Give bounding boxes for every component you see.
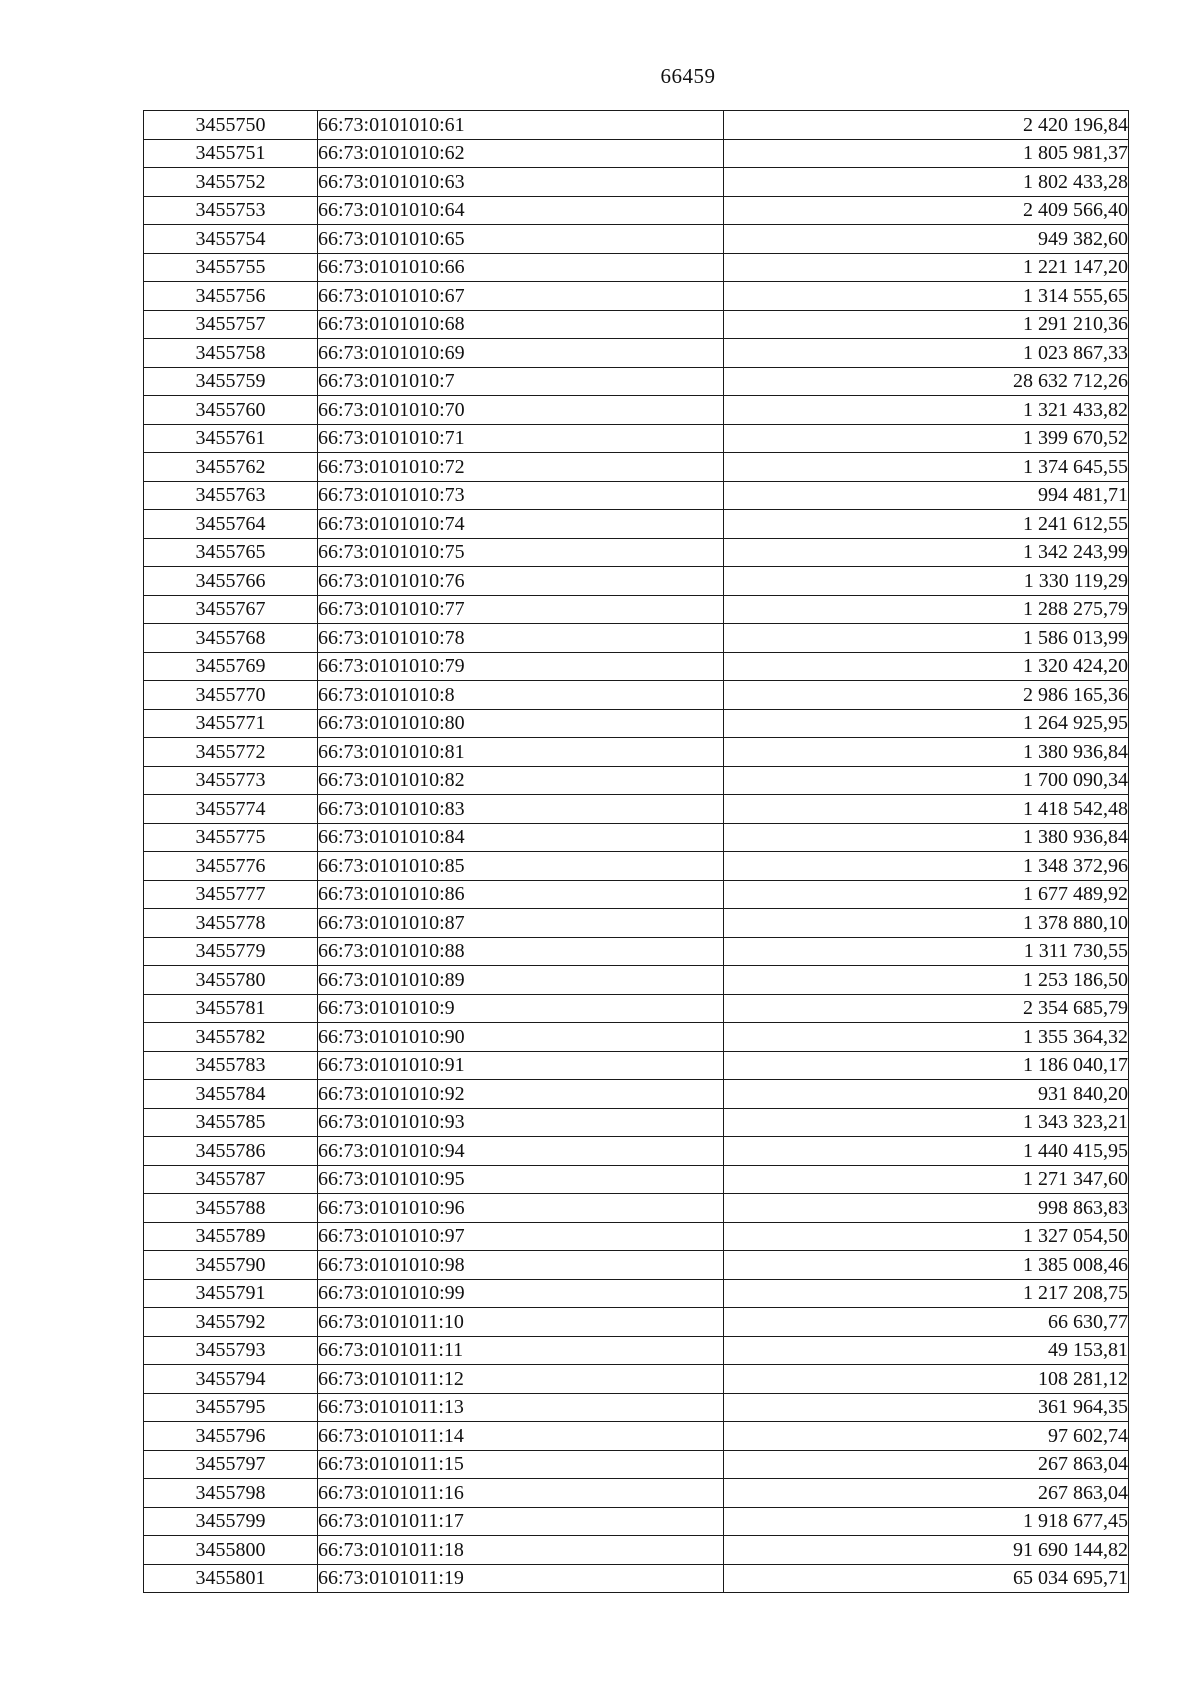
table-row [144,481,1129,510]
table-row [144,424,1129,453]
cadastral-number-cell: 66:73:0101010:62 [318,139,724,168]
cadastral-number-cell: 66:73:0101010:63 [318,168,724,197]
cadastral-number-cell: 66:73:0101010:98 [318,1251,724,1280]
cadastral-number-cell: 66:73:0101010:71 [318,424,724,453]
cadastral-number-cell: 66:73:0101010:96 [318,1194,724,1223]
cadastral-value-cell: 1 311 730,55 [724,937,1129,966]
cadastral-value-cell: 1 440 415,95 [724,1137,1129,1166]
record-number-cell: 3455800 [144,1536,318,1565]
cadastral-number-cell: 66:73:0101010:94 [318,1137,724,1166]
table-row [144,538,1129,567]
cadastral-number-cell: 66:73:0101010:65 [318,225,724,254]
cadastral-value-cell: 1 330 119,29 [724,567,1129,596]
cadastral-number-cell: 66:73:0101010:82 [318,766,724,795]
cadastral-value-cell: 2 420 196,84 [724,111,1129,140]
record-number-cell: 3455784 [144,1080,318,1109]
cadastral-value-cell: 361 964,35 [724,1393,1129,1422]
cadastral-value-cell: 1 805 981,37 [724,139,1129,168]
table-row [144,111,1129,140]
record-number-cell: 3455783 [144,1051,318,1080]
table-row [144,595,1129,624]
cadastral-number-cell: 66:73:0101011:13 [318,1393,724,1422]
record-number-cell: 3455771 [144,709,318,738]
cadastral-value-cell: 91 690 144,82 [724,1536,1129,1565]
cadastral-number-cell: 66:73:0101010:85 [318,852,724,881]
cadastral-number-cell: 66:73:0101010:95 [318,1165,724,1194]
cadastral-number-cell: 66:73:0101010:72 [318,453,724,482]
cadastral-value-cell: 2 354 685,79 [724,994,1129,1023]
record-number-cell: 3455796 [144,1422,318,1451]
table-row [144,624,1129,653]
cadastral-number-cell: 66:73:0101010:61 [318,111,724,140]
record-number-cell: 3455764 [144,510,318,539]
cadastral-value-cell: 1 385 008,46 [724,1251,1129,1280]
record-number-cell: 3455768 [144,624,318,653]
cadastral-number-cell: 66:73:0101010:68 [318,310,724,339]
record-number-cell: 3455760 [144,396,318,425]
record-number-cell: 3455767 [144,595,318,624]
record-number-cell: 3455787 [144,1165,318,1194]
cadastral-number-cell: 66:73:0101010:66 [318,253,724,282]
cadastral-value-cell: 1 380 936,84 [724,738,1129,767]
cadastral-number-cell: 66:73:0101010:75 [318,538,724,567]
cadastral-number-cell: 66:73:0101010:7 [318,367,724,396]
cadastral-number-cell: 66:73:0101010:74 [318,510,724,539]
record-number-cell: 3455786 [144,1137,318,1166]
record-number-cell: 3455753 [144,196,318,225]
record-number-cell: 3455801 [144,1564,318,1593]
table-row [144,966,1129,995]
cadastral-number-cell: 66:73:0101011:19 [318,1564,724,1593]
cadastral-number-cell: 66:73:0101010:73 [318,481,724,510]
table-row [144,168,1129,197]
cadastral-value-cell: 1 221 147,20 [724,253,1129,282]
cadastral-value-table [143,110,1129,1593]
cadastral-number-cell: 66:73:0101010:67 [318,282,724,311]
record-number-cell: 3455750 [144,111,318,140]
table-row [144,1308,1129,1337]
table-row [144,1251,1129,1280]
cadastral-value-cell: 1 343 323,21 [724,1108,1129,1137]
table-row [144,1051,1129,1080]
cadastral-value-cell: 1 342 243,99 [724,538,1129,567]
cadastral-value-cell: 949 382,60 [724,225,1129,254]
record-number-cell: 3455766 [144,567,318,596]
table-row [144,510,1129,539]
cadastral-number-cell: 66:73:0101010:76 [318,567,724,596]
cadastral-number-cell: 66:73:0101011:17 [318,1507,724,1536]
table-row [144,310,1129,339]
cadastral-value-cell: 1 241 612,55 [724,510,1129,539]
record-number-cell: 3455791 [144,1279,318,1308]
cadastral-number-cell: 66:73:0101011:11 [318,1336,724,1365]
record-number-cell: 3455761 [144,424,318,453]
table-row [144,852,1129,881]
record-number-cell: 3455799 [144,1507,318,1536]
cadastral-value-cell: 1 186 040,17 [724,1051,1129,1080]
record-number-cell: 3455774 [144,795,318,824]
record-number-cell: 3455772 [144,738,318,767]
table-row [144,1194,1129,1223]
cadastral-value-cell: 28 632 712,26 [724,367,1129,396]
record-number-cell: 3455773 [144,766,318,795]
record-number-cell: 3455794 [144,1365,318,1394]
cadastral-value-cell: 97 602,74 [724,1422,1129,1451]
record-number-cell: 3455798 [144,1479,318,1508]
cadastral-value-cell: 1 802 433,28 [724,168,1129,197]
cadastral-number-cell: 66:73:0101010:87 [318,909,724,938]
cadastral-number-cell: 66:73:0101011:12 [318,1365,724,1394]
record-number-cell: 3455754 [144,225,318,254]
cadastral-value-cell: 1 023 867,33 [724,339,1129,368]
table-row [144,1422,1129,1451]
table-row [144,652,1129,681]
cadastral-value-cell: 931 840,20 [724,1080,1129,1109]
cadastral-number-cell: 66:73:0101010:80 [318,709,724,738]
cadastral-number-cell: 66:73:0101010:8 [318,681,724,710]
table-row [144,1507,1129,1536]
cadastral-value-cell: 1 586 013,99 [724,624,1129,653]
table-row [144,1365,1129,1394]
table-row [144,709,1129,738]
record-number-cell: 3455765 [144,538,318,567]
table-row [144,396,1129,425]
cadastral-value-cell: 1 374 645,55 [724,453,1129,482]
cadastral-number-cell: 66:73:0101010:91 [318,1051,724,1080]
record-number-cell: 3455762 [144,453,318,482]
record-number-cell: 3455751 [144,139,318,168]
cadastral-value-cell: 2 409 566,40 [724,196,1129,225]
record-number-cell: 3455770 [144,681,318,710]
table-row [144,139,1129,168]
cadastral-number-cell: 66:73:0101010:64 [318,196,724,225]
table-row [144,1222,1129,1251]
cadastral-value-cell: 2 986 165,36 [724,681,1129,710]
table-row [144,367,1129,396]
cadastral-value-cell: 1 327 054,50 [724,1222,1129,1251]
table-row [144,282,1129,311]
record-number-cell: 3455785 [144,1108,318,1137]
record-number-cell: 3455756 [144,282,318,311]
cadastral-value-cell: 108 281,12 [724,1365,1129,1394]
cadastral-number-cell: 66:73:0101010:69 [318,339,724,368]
record-number-cell: 3455780 [144,966,318,995]
cadastral-number-cell: 66:73:0101010:88 [318,937,724,966]
cadastral-number-cell: 66:73:0101010:79 [318,652,724,681]
table-row [144,994,1129,1023]
table-row [144,738,1129,767]
cadastral-number-cell: 66:73:0101010:70 [318,396,724,425]
table-row [144,1080,1129,1109]
cadastral-number-cell: 66:73:0101010:93 [318,1108,724,1137]
cadastral-number-cell: 66:73:0101011:10 [318,1308,724,1337]
table-row [144,1108,1129,1137]
record-number-cell: 3455779 [144,937,318,966]
cadastral-value-cell: 1 378 880,10 [724,909,1129,938]
record-number-cell: 3455790 [144,1251,318,1280]
record-number-cell: 3455775 [144,823,318,852]
cadastral-value-cell: 49 153,81 [724,1336,1129,1365]
cadastral-value-cell: 1 418 542,48 [724,795,1129,824]
record-number-cell: 3455792 [144,1308,318,1337]
cadastral-value-cell: 66 630,77 [724,1308,1129,1337]
table-row [144,1393,1129,1422]
table-row [144,909,1129,938]
record-number-cell: 3455797 [144,1450,318,1479]
table-row [144,1479,1129,1508]
table-row [144,681,1129,710]
cadastral-value-cell: 65 034 695,71 [724,1564,1129,1593]
record-number-cell: 3455781 [144,994,318,1023]
record-number-cell: 3455757 [144,310,318,339]
cadastral-number-cell: 66:73:0101011:16 [318,1479,724,1508]
cadastral-value-cell: 1 700 090,34 [724,766,1129,795]
cadastral-number-cell: 66:73:0101010:84 [318,823,724,852]
cadastral-number-cell: 66:73:0101010:89 [318,966,724,995]
cadastral-value-cell: 1 399 670,52 [724,424,1129,453]
record-number-cell: 3455758 [144,339,318,368]
cadastral-number-cell: 66:73:0101010:92 [318,1080,724,1109]
record-number-cell: 3455755 [144,253,318,282]
table-body [144,111,1129,1593]
table-row [144,880,1129,909]
cadastral-number-cell: 66:73:0101010:97 [318,1222,724,1251]
cadastral-number-cell: 66:73:0101010:78 [318,624,724,653]
record-number-cell: 3455795 [144,1393,318,1422]
cadastral-value-cell: 267 863,04 [724,1450,1129,1479]
table-row [144,1450,1129,1479]
table-row [144,567,1129,596]
cadastral-value-cell: 267 863,04 [724,1479,1129,1508]
cadastral-value-cell: 1 264 925,95 [724,709,1129,738]
cadastral-value-cell: 1 348 372,96 [724,852,1129,881]
table-row [144,196,1129,225]
cadastral-value-cell: 1 271 347,60 [724,1165,1129,1194]
table-row [144,253,1129,282]
cadastral-value-cell: 1 314 555,65 [724,282,1129,311]
cadastral-value-cell: 1 217 208,75 [724,1279,1129,1308]
cadastral-value-cell: 1 677 489,92 [724,880,1129,909]
table-row [144,1279,1129,1308]
record-number-cell: 3455788 [144,1194,318,1223]
record-number-cell: 3455759 [144,367,318,396]
record-number-cell: 3455778 [144,909,318,938]
table-row [144,1137,1129,1166]
cadastral-number-cell: 66:73:0101011:15 [318,1450,724,1479]
table-row [144,1536,1129,1565]
page-number: 66459 [660,64,716,88]
cadastral-number-cell: 66:73:0101010:81 [318,738,724,767]
record-number-cell: 3455793 [144,1336,318,1365]
table-row [144,1023,1129,1052]
cadastral-value-cell: 1 288 275,79 [724,595,1129,624]
record-number-cell: 3455782 [144,1023,318,1052]
table-row [144,339,1129,368]
cadastral-value-cell: 1 321 433,82 [724,396,1129,425]
cadastral-value-cell: 994 481,71 [724,481,1129,510]
record-number-cell: 3455763 [144,481,318,510]
cadastral-value-cell: 1 320 424,20 [724,652,1129,681]
table-row [144,225,1129,254]
table-row [144,1165,1129,1194]
cadastral-value-cell: 1 918 677,45 [724,1507,1129,1536]
table-row [144,823,1129,852]
table-row [144,937,1129,966]
table-row [144,453,1129,482]
cadastral-number-cell: 66:73:0101010:99 [318,1279,724,1308]
record-number-cell: 3455752 [144,168,318,197]
table-row [144,1336,1129,1365]
cadastral-number-cell: 66:73:0101010:83 [318,795,724,824]
cadastral-number-cell: 66:73:0101011:14 [318,1422,724,1451]
record-number-cell: 3455777 [144,880,318,909]
cadastral-number-cell: 66:73:0101010:90 [318,1023,724,1052]
cadastral-value-cell: 1 380 936,84 [724,823,1129,852]
cadastral-number-cell: 66:73:0101011:18 [318,1536,724,1565]
record-number-cell: 3455776 [144,852,318,881]
cadastral-value-cell: 1 291 210,36 [724,310,1129,339]
table-row [144,795,1129,824]
cadastral-value-cell: 1 355 364,32 [724,1023,1129,1052]
cadastral-number-cell: 66:73:0101010:9 [318,994,724,1023]
cadastral-value-cell: 998 863,83 [724,1194,1129,1223]
table-row [144,1564,1129,1593]
cadastral-value-cell: 1 253 186,50 [724,966,1129,995]
record-number-cell: 3455769 [144,652,318,681]
cadastral-number-cell: 66:73:0101010:86 [318,880,724,909]
record-number-cell: 3455789 [144,1222,318,1251]
cadastral-number-cell: 66:73:0101010:77 [318,595,724,624]
table-row [144,766,1129,795]
